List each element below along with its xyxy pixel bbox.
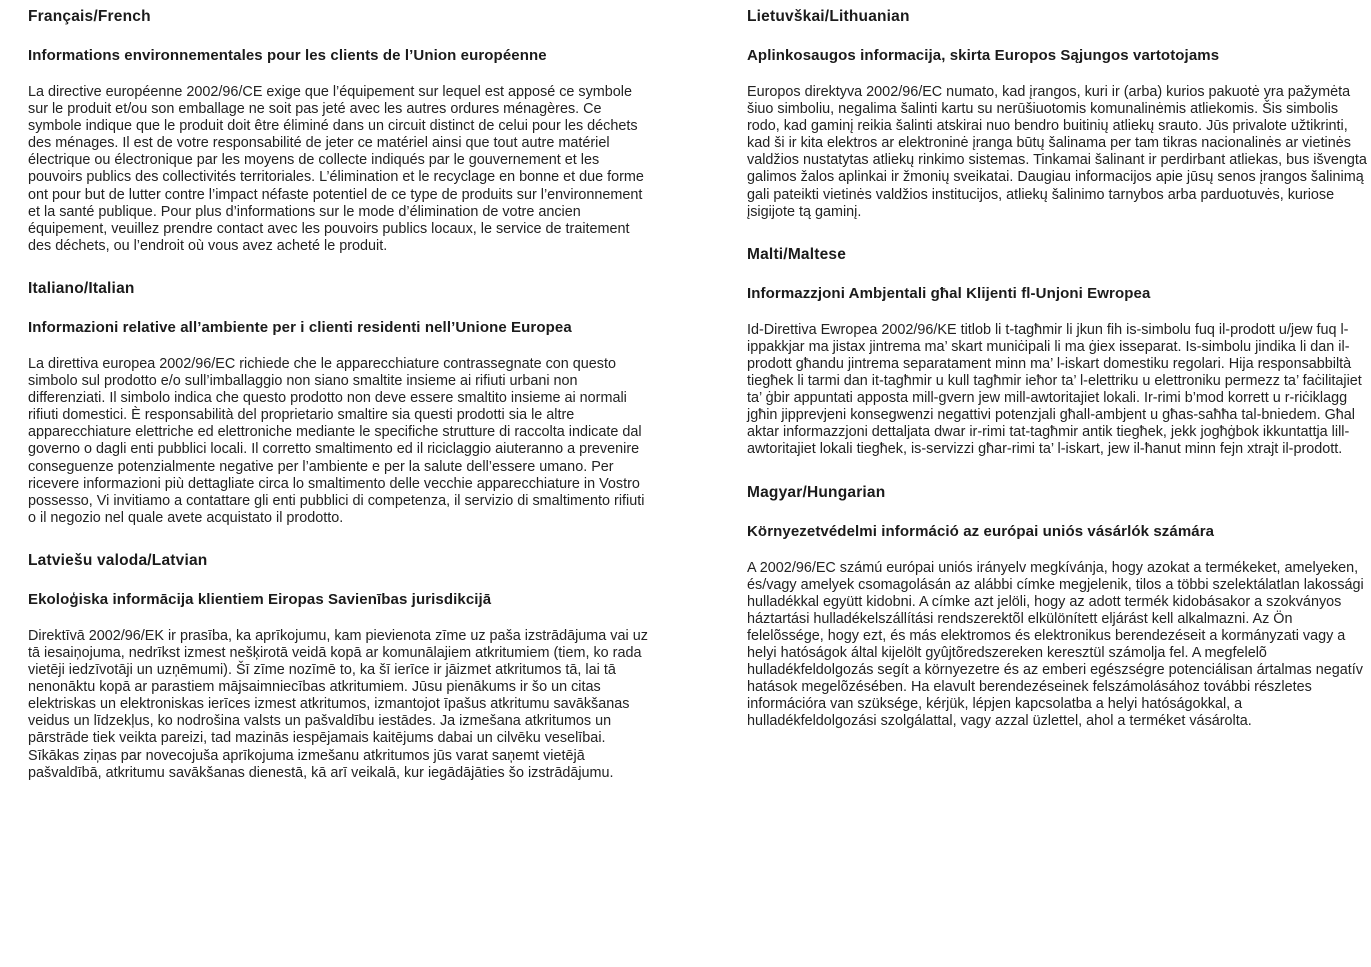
section-lithuanian — [747, 8, 1371, 221]
language-heading: Magyar/Hungarian — [747, 483, 886, 501]
section-hungarian — [747, 484, 1371, 731]
language-heading: Français/French — [28, 8, 151, 25]
section-title: Környezetvédelmi információ az európai uniós vásárlók számára — [747, 522, 1215, 540]
section-title: Informazzjoni Ambjentali għal Klijenti fl-Unjoni Ewropea — [747, 284, 1151, 302]
section-title: Informations environnementales pour les clients de l’Union européenne — [28, 47, 547, 64]
section-french — [28, 8, 653, 255]
section-body: A 2002/96/EC számú európai uniós irányelv megkívánja, hogy azokat a termékeket, amelyeken, és/vagy amelyek csomagolásán az alábbi címke megjelenik, tilos a többi szelektálatlan lakossági hulladékkal együtt kidobni. A címke azt jelöli, hogy az adott termék kidobásakor a szokványos háztartási hulladékelszállítási rendszerektõl elkülönített eljárást kell alkalmazni. Az Ön felelõssége, hogy ezt, és más elektromos és elektronikus berendezéseit a kormányzati vagy a helyi hatóságok által kijelölt gyûjtõredszereken keresztül számolja fel. A megfelelõ hulladékfeldolgozás segít a környezetre és az emberi egészségre potenciálisan ártalmas negatív hatások megelõzésében. Ha elavult berendezéseinek felszámolásához további részletes információra van szüksége, kérjük, lépjen kapcsolatba a helyi hatóságokkal, a hulladékfeldolgozási szolgálattal, vagy azzal üzlettel, ahol a terméket vásárolta. — [747, 559, 1364, 730]
language-heading: Malti/Maltese — [747, 245, 847, 263]
section-body: Id-Direttiva Ewropea 2002/96/KE titlob li t-tagħmir li jkun fih is-simbolu fuq il-prodott u/jew fuq l-ippakkjar ma jistax jintrema ma’ skart muniċipali li ma ġiex isseparat. Is-simbolu jindika li dan il-prodott għandu jintrema separatament minn ma’ l-iskart domestiku regolari. Hija responsabbiltà tiegħek li tarmi dan it-tagħmir u kull tagħmir ieħor ta’ l-elettriku u elettroniku permezz ta’ faċilitajiet ta’ ġbir appuntati apposta mill-gvern jew mill-awtoritajiet lokali. Ir-rimi b’mod korrett u r-riċiklagg jgħin jipprevjeni konsegwenzi negattivi potenzjali għall-ambjent u għas-saħħa tal-bniedem. Għal aktar informazzjoni dettaljata dwar ir-rimi tat-tagħmir antik tiegħek, jekk jogħġbok ikkuntattja lill-awtoritajiet lokali tiegħek, is-servizzi għar-rimi ta’ l-iskart, jew il-ħanut minn fejn xtrajt il-prodott. — [747, 321, 1362, 458]
section-title: Aplinkosaugos informacija, skirta Europos Sąjungos vartotojams — [747, 47, 1220, 64]
section-title: Ekoloģiska informācija klientiem Eiropas Savienības jurisdikcijā — [28, 590, 492, 608]
section-body: Europos direktyva 2002/96/EC numato, kad įrangos, kuri ir (arba) kurios pakuotė yra pažymėta šiuo simboliu, negalima šalinti kartu su nerūšiuotomis komunalinėmis atliekomis. Šis simbolis rodo, kad gaminį reikia šalinti atskirai nuo bendro buitinių atliekų srauto. Jūs privalote užtikrinti, kad ši ir kita elektros ar elektroninė įranga būtų šalinama per tam tikras nacionalinės ar vietinės valdžios nustatytas atliekų rinkimo sistemas. Tinkamai šalinant ir perdirbant atliekas, bus išvengta galimos žalos aplinkai ir žmonių sveikatai. Daugiau informacijos apie jūsų senos įrangos šalinimą gali pateikti vietinės valdžios institucijos, atliekų šalinimo tarnybos arba parduotuvės, kuriose įsigijote tą gaminį. — [747, 84, 1367, 220]
right-column — [747, 8, 1371, 961]
section-body: Direktīvā 2002/96/EK ir prasība, ka aprīkojumu, kam pievienota zīme uz paša izstrādājuma vai uz tā iesaiņojuma, nedrīkst izmest nešķirotā veidā kopā ar komunālajiem atkritumiem (tiem, ko rada vietēji iedzīvotāji un uzņēmumi). Šī zīme nozīmē to, ka šī ierīce ir jāizmet atkritumos tā, lai tā nenonāktu kopā ar parastiem mājsaimniecības atkritumiem. Jūsu pienākums ir šo un citas elektriskas un elektroniskas ierīces izmest atkritumos, izmantojot īpašus atkritumu savākšanas veidus un līdzekļus, ko nodrošina valsts un pašvaldību iestādes. Ja izmešana atkritumos un pārstrāde tiek veikta pareizi, tad mazinās iespējamais kaitējums dabai un cilvēku veselībai. Sīkākas ziņas par novecojuša aprīkojuma izmešanu atkritumos jūs varat saņemt vietējā pašvaldībā, atkritumu savākšanas dienestā, kā arī veikalā, kur iegādājāties šo izstrādājumu. — [28, 627, 648, 781]
section-maltese — [747, 246, 1371, 459]
section-italian — [28, 280, 653, 527]
left-column — [28, 8, 653, 961]
section-body: La direttiva europea 2002/96/EC richiede che le apparecchiature contrassegnate con questo simbolo sul prodotto e/o sull’imballaggio non siano smaltite insieme ai rifiuti urbani non differenziati. Il simbolo indica che questo prodotto non deve essere smaltito insieme ai normali rifiuti domestici. È responsabilità del proprietario smaltire sia questi prodotti sia le altre apparecchiature elettriche ed elettroniche mediante le specifiche strutture di raccolta indicate dal governo o dagli enti pubblici locali. Il corretto smaltimento ed il riciclaggio aiuteranno a prevenire conseguenze potenzialmente negative per l’ambiente e per la salute dell’essere umano. Per ricevere informazioni più dettagliate circa lo smaltimento delle vecchie apparecchiature in Vostro possesso, Vi invitiamo a contattare gli enti pubblici di competenza, il servizio di smaltimento rifiuti o il negozio nel quale avete acquistato il prodotto. — [28, 355, 645, 526]
section-title: Informazioni relative all’ambiente per i clienti residenti nell’Unione Europea — [28, 318, 572, 336]
language-heading: Italiano/Italian — [28, 279, 135, 297]
section-latvian — [28, 552, 653, 782]
language-heading: Lietuvškai/Lithuanian — [747, 8, 910, 25]
language-heading: Latviešu valoda/Latvian — [28, 551, 208, 569]
section-body: La directive européenne 2002/96/CE exige que l’équipement sur lequel est apposé ce symbole sur le produit et/ou son emballage ne soit pas jeté avec les autres ordures ménagères. Ce symbole indique que le produit doit être éliminé dans un circuit distinct de celui pour les déchets des ménages. Il est de votre responsabilité de jeter ce matériel ainsi que tout autre matériel électrique ou électronique par les moyens de collecte indiqués par le gouvernement et les pouvoirs publics des collectivités territoriales. L’élimination et le recyclage en bonne et due forme ont pour but de lutter contre l’impact néfaste potentiel de ce type de produits sur l’environnement et la santé publique. Pour plus d’informations sur le mode d’élimination de votre ancien équipement, veuillez prendre contact avec les pouvoirs publics locaux, le service de traitement des déchets, ou l’endroit où vous avez acheté le produit. — [28, 84, 644, 254]
